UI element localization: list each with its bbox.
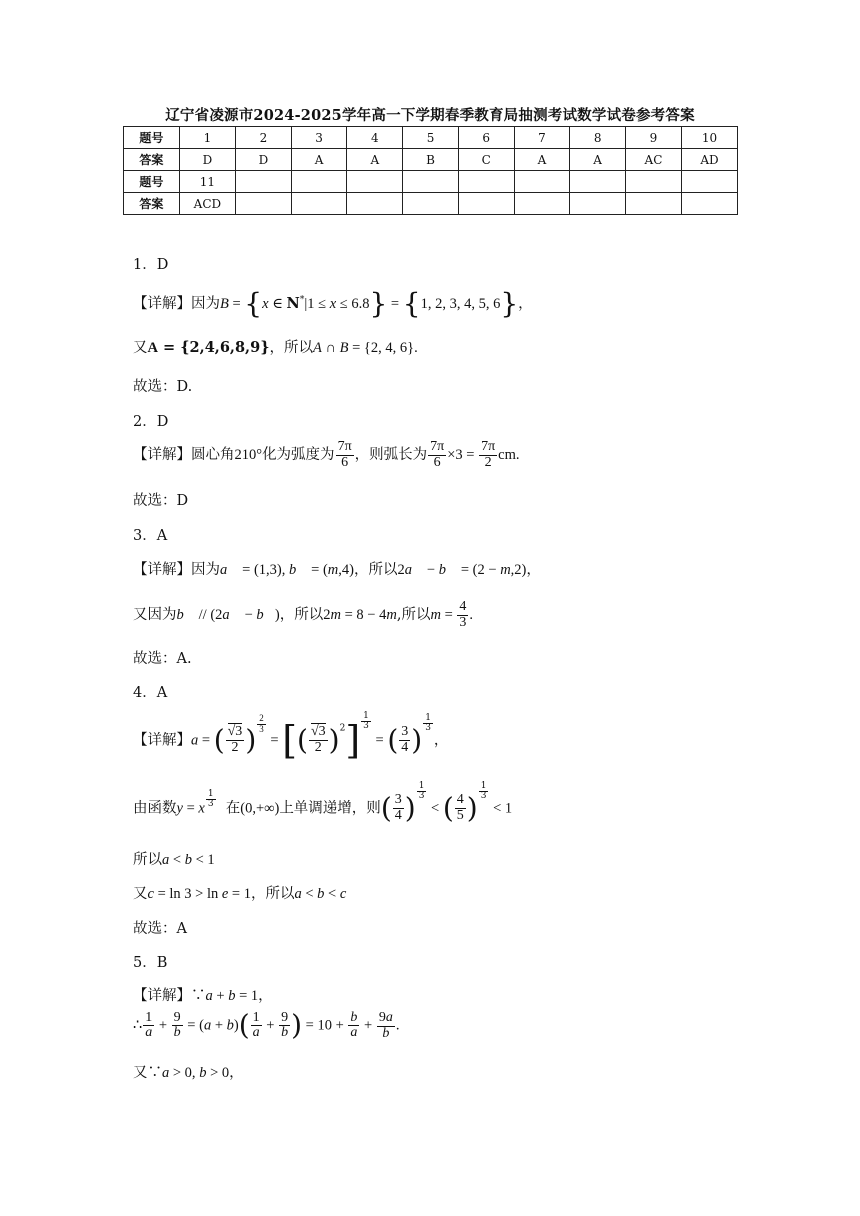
q2-answer: 故选：D [133,493,189,509]
q3-answer: 故选：A. [133,651,192,667]
q5-detail: 【详解】∵a + b = 1， [133,988,273,1004]
q4-detail: 【详解】a = ( $\frac{√3}{2}$ ) $^{\frac{2}{3}}$ = [( $\frac{√3}{2}$ )$^2$] $^{\frac{1}{3}}$ = ( $\frac{3}{4}$ ) $^{\frac{1}{3}}$ ， [133,711,449,763]
table-cell: 1 [179,127,235,149]
q4-step4: 又c = ln 3 > ln e = 1，所以a < b < c [133,886,347,902]
table-cell [570,171,626,193]
table-cell: 9 [625,127,681,149]
q2-detail: 【详解】圆心角210°化为弧度为 $\frac{7\pi}{6}$ ，则弧长为 $\frac{7\pi}{6}$ ×3 = $\frac{7\pi}{2}$ cm. [133,439,520,470]
table-cell [236,171,292,193]
table-row [124,127,738,149]
table-cell: C [458,149,514,171]
text: 所以 [133,852,162,868]
table-cell: 8 [570,127,626,149]
text: 【详解】∵ [133,988,206,1004]
q1-heading: 1．D [133,257,169,273]
q3-heading: 3．A [133,528,168,544]
table-cell: A [291,149,347,171]
table-cell: 3 [291,127,347,149]
text: 又因为 [133,607,177,624]
table-cell [625,193,681,215]
table-cell [236,193,292,215]
table-cell: 6 [458,127,514,149]
text: ，所以 [354,562,398,578]
table-cell [291,171,347,193]
text: 由函数 [133,800,177,817]
table-cell [625,171,681,193]
table-cell [403,193,459,215]
q1-step2: 又A = {2,4,6,8,9}，所以A ∩ B = {2, 4, 6}. [133,339,418,356]
table-cell: 5 [403,127,459,149]
text: 又 [133,340,148,356]
q4-step2: 由函数y = x $^{\frac{1}{3}}$ 在(0,+∞)上单调递增，则( $\frac{3}{4}$ ) $^{\frac{1}{3}}$ < ( $\frac{4}{5}$ ) $^{\frac{1}{3}}$ < 1 [133,781,513,825]
table-cell: 11 [179,171,235,193]
table-cell: A [570,149,626,171]
text: 又 [133,886,148,902]
row-label: 答案 [124,149,180,171]
table-cell [514,171,570,193]
q1-detail: 【详解】因为B = {x ∈ N*|1 ≤ x ≤ 6.8} = {1, 2, 3, 4, 5, 6}， [133,287,533,320]
q4-answer: 故选：A [133,921,187,937]
text: ，所以 [269,340,314,356]
q3-step2: 又因为b⃗ // (2a⃗ − b⃗)，所以2m = 8 − 4m,所以m = $\frac{4}{3}$ . [133,599,473,630]
table-cell: AD [681,149,737,171]
table-cell: AC [625,149,681,171]
text: 又∵ [133,1065,162,1081]
text: cm [498,447,516,464]
document-title: 辽宁省凌源市2024-2025学年高一下学期春季教育局抽测考试数学试卷参考答案 [165,107,695,124]
text: ，则弧长为 [354,447,428,464]
text: 上单调递增，则 [279,800,381,817]
q3-detail: 【详解】因为a⃗ = (1,3), b⃗ = (m,4)，所以2a⃗ − b⃗ = (2 − m,2)， [133,562,541,578]
row-label: 题号 [124,171,180,193]
table-cell [291,193,347,215]
q2-heading: 2．D [133,414,169,430]
text: ，所以 [279,607,324,624]
q5-step2: ∴ $\frac{1}{a}$ + $\frac{9}{b}$ = (a + b)( $\frac{1}{a}$ + $\frac{9}{b}$ ) = 10 + $\frac{b}{a}$ + $\frac{9a}{b}$ . [133,1008,400,1042]
text: 化为弧度为 [262,447,335,464]
table-cell: 10 [681,127,737,149]
table-cell [458,171,514,193]
q1-answer: 故选：D. [133,379,193,395]
text: 【详解】因为 [133,562,220,578]
table-row [124,171,738,193]
row-label: 题号 [124,127,180,149]
table-cell: A [347,149,403,171]
text: 【详解】圆心角 [133,447,235,464]
table-cell: 7 [514,127,570,149]
row-label: 答案 [124,193,180,215]
text: ∴ [133,1017,143,1034]
table-cell [347,171,403,193]
table-cell [458,193,514,215]
table-cell: 2 [236,127,292,149]
table-cell: B [403,149,459,171]
table-cell: 4 [347,127,403,149]
q4-step3: 所以a < b < 1 [133,852,215,868]
table-cell [681,193,737,215]
table-row [124,149,738,171]
table-cell [570,193,626,215]
table-cell [403,171,459,193]
detail-label: 【详解】因为 [133,296,220,312]
table-cell: D [179,149,235,171]
text: 【详解】 [133,732,191,749]
table-cell [681,171,737,193]
q4-heading: 4．A [133,685,168,701]
q5-step3: 又∵a > 0, b > 0， [133,1065,244,1081]
table-cell [347,193,403,215]
table-cell: ACD [179,193,235,215]
table-row [124,193,738,215]
text: 在 [225,800,241,817]
table-cell: D [236,149,292,171]
answer-table [123,126,738,215]
q5-heading: 5．B [133,955,168,971]
text: ,所以 [396,607,431,624]
table-cell [514,193,570,215]
text: 210° [234,447,263,464]
table-cell: A [514,149,570,171]
text: ，所以 [250,886,295,902]
